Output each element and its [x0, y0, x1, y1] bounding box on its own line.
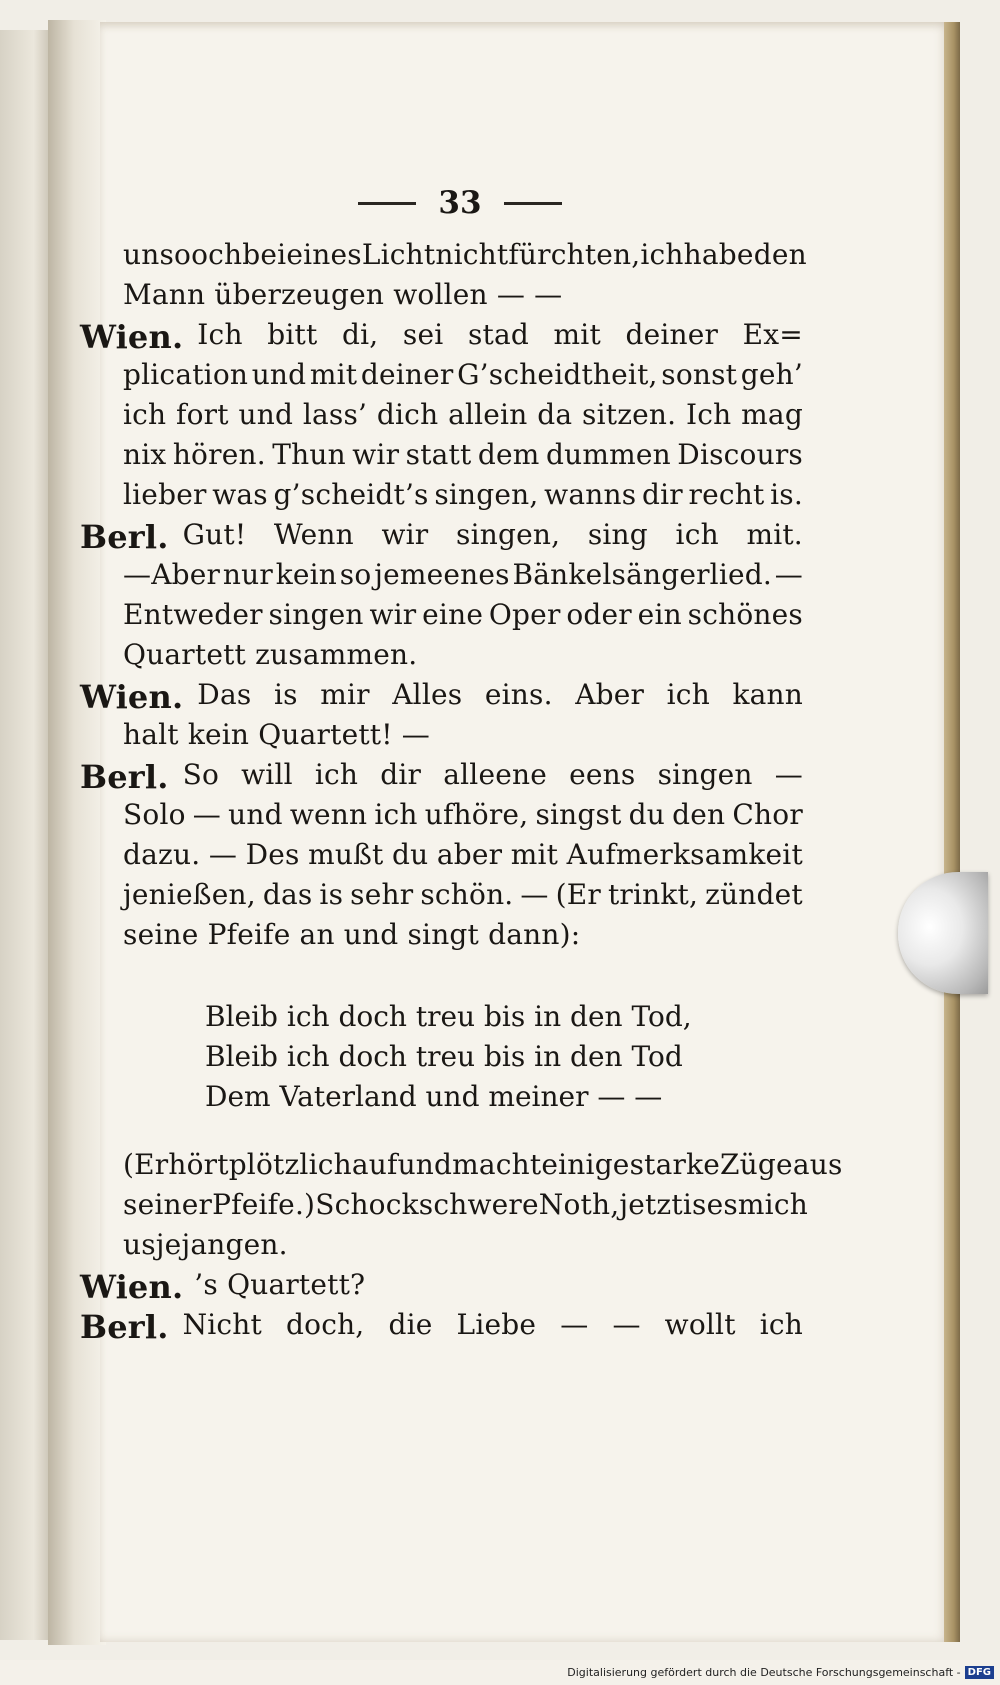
line-text: lieber was g’scheidt’s singen, wanns dir recht is.	[123, 478, 803, 511]
line-text: plication und mit deiner G’scheidtheit, sonst geh’	[123, 358, 803, 391]
line-text: Mann überzeugen wollen — —	[123, 278, 563, 311]
line-text: Entweder singen wir eine Oper oder ein schönes	[123, 598, 803, 631]
speaker-line	[80, 518, 803, 556]
page-number: 33	[438, 185, 482, 221]
line-text: usjejangen.	[123, 1228, 288, 1261]
text-line	[123, 238, 807, 271]
speaker-name: Wien.	[80, 318, 184, 356]
text-line	[123, 918, 803, 951]
page-header	[350, 178, 570, 228]
dfg-logo: DFG	[965, 1666, 994, 1679]
speaker-name: Wien.	[80, 678, 184, 716]
speaker-name: Berl.	[80, 518, 169, 556]
speaker-line	[80, 318, 803, 356]
line-text: dazu. — Des mußt du aber mit Aufmerksamkeit	[123, 838, 803, 871]
line-text: Gut! Wenn wir singen, sing ich mit.	[182, 518, 803, 551]
line-text: Nicht doch, die Liebe — — wollt ich	[182, 1308, 803, 1341]
line-text: jenießen, das is sehr schön. — (Er trinkt, zündet	[123, 878, 803, 911]
page-stack-edge	[944, 22, 960, 1642]
text-line	[123, 278, 803, 311]
line-text: nix hören. Thun wir statt dem dummen Discours	[123, 438, 803, 471]
text-line	[123, 1148, 843, 1181]
text-line	[123, 638, 803, 671]
line-text: Quartett zusammen.	[123, 638, 418, 671]
line-text: seiner Pfeife.) Schock schwere Noth, jetzt is es mich	[123, 1188, 808, 1221]
speaker-line	[80, 1268, 803, 1306]
text-line	[123, 478, 803, 511]
speaker-name: Berl.	[80, 758, 169, 796]
line-text: ich fort und lass’ dich allein da sitzen. Ich mag	[123, 398, 803, 431]
text-line	[123, 878, 803, 911]
line-text: uns ooch bei eines Licht nicht fürchten, ich habe den	[123, 238, 807, 271]
verse-line: Bleib ich doch treu bis in den Tod,	[205, 1000, 692, 1033]
speaker-name: Berl.	[80, 1308, 169, 1346]
line-text: seine Pfeife an und singt dann):	[123, 918, 581, 951]
text-line	[123, 718, 803, 751]
line-text: halt kein Quartett! —	[123, 718, 431, 751]
speaker-name: Wien.	[80, 1268, 184, 1306]
text-line	[123, 358, 803, 391]
previous-page-edge	[0, 30, 49, 1640]
line-text: Ich bitt di, sei stad mit deiner Ex=	[197, 318, 803, 351]
digitization-credit	[567, 1666, 994, 1679]
credit-text: Digitalisierung gefördert durch die Deutsche Forschungsgemeinschaft -	[567, 1666, 961, 1679]
speaker-line	[80, 758, 803, 796]
text-line	[123, 798, 803, 831]
speaker-line	[80, 1308, 803, 1346]
line-text: —Aber nur kein so jemeenes Bänkelsängerlied. —	[123, 558, 803, 591]
header-rule-right	[504, 202, 562, 205]
verse-line: Bleib ich doch treu bis in den Tod	[205, 1040, 683, 1073]
line-text: (Er hört plötzlich auf und macht einige starke Züge aus	[123, 1148, 843, 1181]
text-line	[123, 1188, 808, 1221]
header-rule-left	[358, 202, 416, 205]
text-line	[123, 838, 803, 871]
text-line	[123, 598, 803, 631]
text-line	[123, 398, 803, 431]
text-line	[123, 438, 803, 471]
text-line	[123, 558, 803, 591]
speaker-line	[80, 678, 803, 716]
verse-line: Dem Vaterland und meiner — —	[205, 1080, 663, 1113]
line-text: So will ich dir alleene eens singen —	[182, 758, 803, 791]
text-line	[123, 1228, 803, 1261]
line-text: Das is mir Alles eins. Aber ich kann	[197, 678, 803, 711]
book-gutter	[48, 20, 106, 1645]
line-text: Solo — und wenn ich ufhöre, singst du den Chor	[123, 798, 803, 831]
line-text: ’s Quartett?	[194, 1268, 366, 1301]
